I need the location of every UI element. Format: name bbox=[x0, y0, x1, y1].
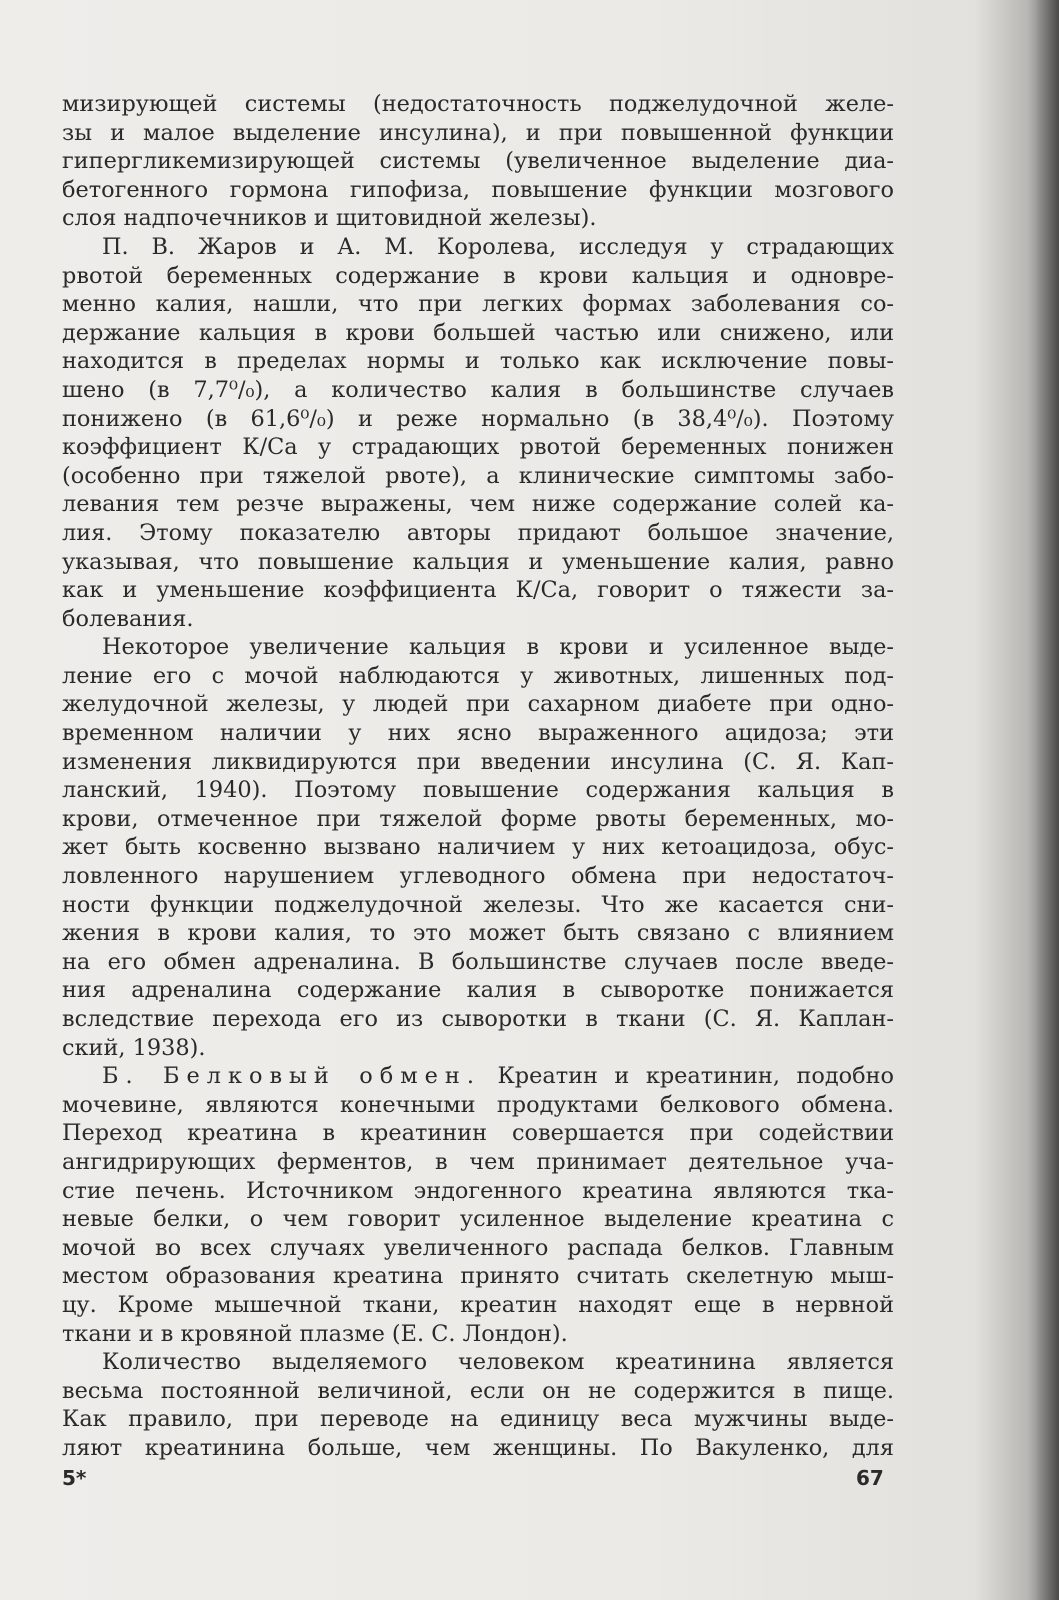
page-number: 67 bbox=[856, 1466, 884, 1490]
text-line: местом образования креатина принято считать скелетную мыш- bbox=[62, 1263, 894, 1290]
text-line: ланский, 1940). Поэтому повышение содержания кальция в bbox=[62, 777, 894, 804]
text-line: ткани и в кровяной плазме (Е. С. Лондон). bbox=[62, 1320, 568, 1347]
text-line: шено (в 7,7⁰/₀), а количество калия в большинстве случаев bbox=[62, 376, 894, 403]
text-line: рвотой беременных содержание в крови кальция и одновре- bbox=[62, 262, 894, 289]
text-line: болевания. bbox=[62, 605, 194, 632]
text-line: гипергликемизирующей системы (увеличенное выделение диа- bbox=[62, 148, 894, 175]
text-line: временном наличии у них ясно выраженного ацидоза; эти bbox=[62, 720, 894, 747]
text-line: на его обмен адреналина. В большинстве случаев после введе- bbox=[62, 948, 894, 975]
text-line: Переход креатина в креатинин совершается при содействии bbox=[62, 1120, 894, 1147]
text-line: Как правило, при переводе на единицу веса мужчины выде- bbox=[62, 1406, 894, 1433]
section-heading: Б. Белковый обмен. bbox=[102, 1063, 481, 1090]
text-line: находится в пределах нормы и только как исключение повы- bbox=[62, 348, 894, 375]
text-line: мизирующей системы (недостаточность поджелудочной желе- bbox=[62, 91, 894, 117]
text-line: вследствие перехода его из сыворотки в ткани (С. Я. Каплан- bbox=[62, 1006, 894, 1032]
text-line: указывая, что повышение кальция и уменьшение калия, равно bbox=[62, 548, 894, 575]
text-line: ности функции поджелудочной железы. Что же касается сни- bbox=[62, 891, 894, 918]
text-line: невые белки, о чем говорит усиленное выделение креатина с bbox=[62, 1206, 894, 1233]
text-line: жет быть косвенно вызвано наличием у них кетоацидоза, обус- bbox=[62, 834, 894, 861]
text-line: менно калия, нашли, что при легких формах заболевания со- bbox=[62, 291, 894, 318]
text-line: слоя надпочечников и щитовидной железы). bbox=[62, 205, 597, 232]
text-line: ляют креатинина больше, чем женщины. По Вакуленко, для bbox=[62, 1434, 894, 1461]
text-line: П. В. Жаров и А. М. Королева, исследуя у страдающих bbox=[102, 233, 894, 260]
text-line: зы и малое выделение инсулина), и при повышенной функции bbox=[62, 119, 894, 146]
text-line: (особенно при тяжелой рвоте), а клинические симптомы забо- bbox=[62, 462, 894, 489]
text-line: цу. Кроме мышечной ткани, креатин находят еще в нервной bbox=[62, 1291, 894, 1318]
section-heading-line bbox=[62, 1062, 894, 1091]
text-line: Количество выделяемого человеком креатинина является bbox=[102, 1349, 894, 1376]
text-run: Креатин и креатинин, подобно bbox=[480, 1063, 894, 1090]
text-line: левания тем резче выражены, чем ниже содержание солей ка- bbox=[62, 491, 894, 518]
text-line: мочевине, являются конечными продуктами белкового обмена. bbox=[62, 1091, 894, 1118]
text-line: ангидрирующих ферментов, в чем принимает деятельное уча- bbox=[62, 1148, 894, 1175]
text-line: лия. Этому показателю авторы придают большое значение, bbox=[62, 519, 894, 546]
text-line: Некоторое увеличение кальция в крови и усиленное выде- bbox=[102, 634, 894, 661]
text-line: желудочной железы, у людей при сахарном диабете при одно- bbox=[62, 691, 894, 718]
text-line: ский, 1938). bbox=[62, 1034, 206, 1061]
text-line: коэффициент К/Са у страдающих рвотой беременных понижен bbox=[62, 434, 894, 461]
text-line: жения в крови калия, то это может быть связано с влиянием bbox=[62, 920, 894, 947]
text-line: ния адреналина содержание калия в сыворотке понижается bbox=[62, 977, 894, 1004]
text-line: ловленного нарушением углеводного обмена при недостаточ- bbox=[62, 863, 894, 890]
body-text bbox=[62, 90, 894, 1463]
text-line: весьма постоянной величиной, если он не содержится в пище. bbox=[62, 1377, 894, 1404]
signature-mark: 5* bbox=[62, 1466, 87, 1490]
book-spine-shadow bbox=[1037, 0, 1059, 1600]
text-line: ление его с мочой наблюдаются у животных, лишенных под- bbox=[62, 662, 894, 689]
text-line: держание кальция в крови большей частью или снижено, или bbox=[62, 319, 894, 346]
text-line: изменения ликвидируются при введении инсулина (С. Я. Кап- bbox=[62, 748, 894, 775]
text-line: как и уменьшение коэффициента К/Са, говорит о тяжести за- bbox=[62, 577, 894, 604]
text-line: мочой во всех случаях увеличенного распада белков. Главным bbox=[62, 1234, 894, 1261]
text-line: стие печень. Источником эндогенного креатина являются тка- bbox=[62, 1177, 894, 1204]
text-line: крови, отмеченное при тяжелой форме рвоты беременных, мо- bbox=[62, 805, 894, 832]
text-line: бетогенного гормона гипофиза, повышение функции мозгового bbox=[62, 176, 894, 203]
text-line: понижено (в 61,6⁰/₀) и реже нормально (в 38,4⁰/₀). Поэтому bbox=[62, 405, 894, 432]
